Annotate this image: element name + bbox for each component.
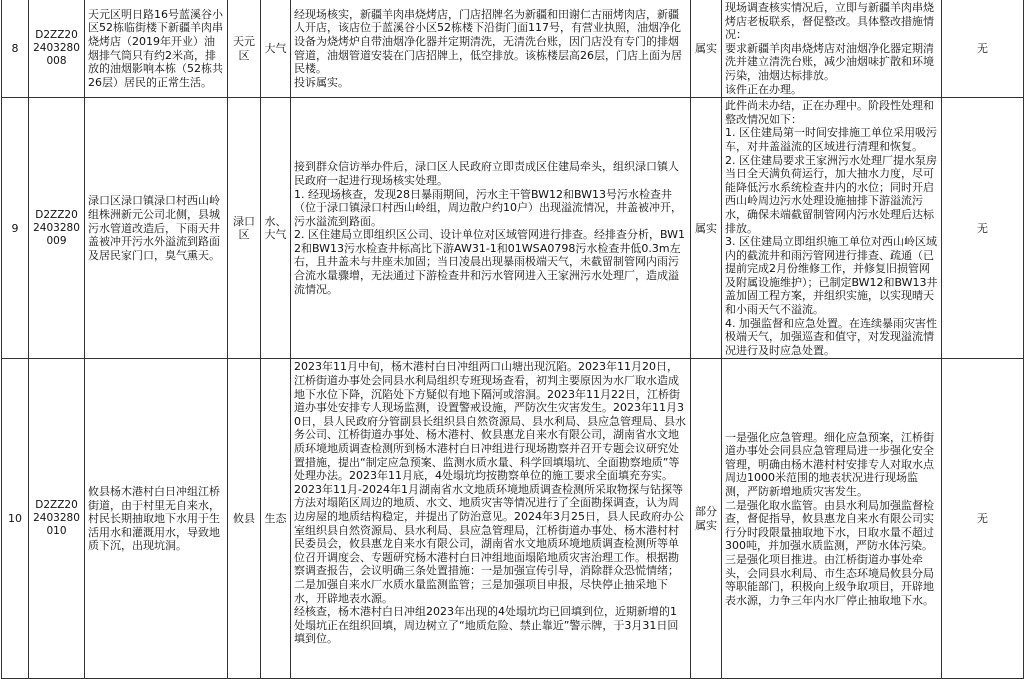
complaint-content: 天元区明日路16号蓝溪谷小区52栋临街楼下新疆羊肉串烧烤店（2019年开业）油烟排气筒只有约2米高，排放的油烟影响本栋（52栋共26层）居民的正常生活。 (85, 0, 228, 98)
investigation-result: 经现场核实，新疆羊肉串烧烤店，门店招牌名为新疆和田谢仁古丽烤肉店，新疆人开店，该店位于蓝溪谷小区52栋楼下沿街门面117号，有营业执照，油烟净化设备为烧烤炉自带油烟净化器并定期清洗，无清洗台账，因门店没有专门的排烟管道，油烟管道安装在门店招牌上，低空排放。该栋楼层高26层，门店上面为居民楼。 投诉属实。 (291, 0, 691, 98)
rectification-status: 现场调查核实情况后，立即与新疆羊肉串烧烤店老板联系，督促整改。具体整改措施情况： 要求新疆羊肉串烧烤店对油烟净化器定期清洗并建立清洗台账，减少油烟味扩散和环境污染，油烟达标排放。 该件正在办理。 (722, 0, 942, 98)
complaint-content: 渌口区渌口镇渌口村西山岭组株洲新元公司北侧，县城污水管道改造后，下雨天井盖被冲开污水外溢流到路面及居民家门口，臭气熏天。 (85, 98, 228, 359)
investigation-result: 接到群众信访举办件后，渌口区人民政府立即责成区住建局牵头，组织渌口镇人民政府一起进行现场核实处理。 1. 经现场核查，发现28日暴雨期间，污水主干管BW12和BW13号污水检查井（位于渌口镇渌口村西山岭组，周边散户约10户）出现溢流情况，井盖被冲开，污水溢流到路面。 2. 区住建局立即组织区公司、设计单位对区域管网进行排查。经排查分析，BW12和BW13污水检查井标高比下游AW31-1和01WSA0798污水检查井低0.3m左右，且井盖未与井座未加固；当日凌晨出现暴雨极端天气，未截留制管网内雨污合流水量骤增，无法通过下游检查井和污水管网进入王家洲污水处理厂，造成溢流情况。 (291, 98, 691, 359)
district: 渌口区 (228, 98, 261, 359)
case-code: D2ZZ202403280010 (29, 359, 85, 679)
verdict: 部分属实 (691, 359, 722, 679)
row-number: 10 (2, 359, 29, 679)
pollution-category: 水、大气 (261, 98, 291, 359)
district: 攸县 (228, 359, 261, 679)
verdict: 属实 (691, 98, 722, 359)
complaint-table (1, 0, 1024, 679)
complaint-content: 攸县杨木港村白日冲组江桥街道，由于村里无自来水，村民长期抽取地下水用于生活用水和灌溉用水，导致地质下沉，出现坑洞。 (85, 359, 228, 679)
accountability: 无 (942, 359, 1024, 679)
verdict: 属实 (691, 0, 722, 98)
district: 天元区 (228, 0, 261, 98)
rectification-status: 此件尚未办结，正在办理中。阶段性处理和整改情况如下： 1. 区住建局第一时间安排施工单位采用吸污车，对井盖溢流的区域进行清理和恢复。 2. 区住建局要求王家洲污水处理厂提水泵房当日全天满负荷运行，加大抽水力度，尽可能降低污水系统检查井内的水位；同时开启西山岭周边污水处理设施抽排下游溢流污水，确保未端截留制管网内污水处理后达标排放。 3. 区住建局立即组织施工单位对西山岭区域内的截流井和雨污管网进行排查、疏通（已提前完成2月份维修工作，并修复旧损管网及附属设施维护）；已制定BW12和BW13井盖加固工程方案，并组织实施，以实现晴天和小雨天气不溢流。 4. 加强监督和应急处置。在连续暴雨灾害性极端天气，加强巡查和值守，对发现溢流情况进行及时应急处置。 (722, 98, 942, 359)
row-number: 8 (2, 0, 29, 98)
pollution-category: 大气 (261, 0, 291, 98)
case-code: D2ZZ202403280008 (29, 0, 85, 98)
accountability: 无 (942, 0, 1024, 98)
accountability: 无 (942, 98, 1024, 359)
rectification-status: 一是强化应急管理。细化应急预案，江桥街道办事处会同县应急管理局进一步强化安全管理，明确由杨木港村村安排专人对取水点周边1000米范围的地表状况进行现场监测，严防新增地质灾害发生。 二是强化取水监管。由县水利局加强监督检查，督促指导，攸县惠龙自来水有限公司实行分时段限量抽取地下水，日取水量不超过300吨，并加强水质监测，严防水体污染。 三是强化项目推进。由江桥街道办事处牵头，会同县水利局、市生态环境局攸县分局等职能部门，积极向上级争取项目，开辟地表水源，力争三年内水厂停止抽取地下水。 (722, 359, 942, 679)
table-row (2, 0, 1024, 98)
case-code: D2ZZ202403280009 (29, 98, 85, 359)
table-row (2, 98, 1024, 359)
investigation-result: 2023年11月中旬，杨木港村白日冲组两口山塘出现沉陷。2023年11月20日，江桥街道办事处会同县水利局组织专班现场查看，初判主要原因为水厂取水造成地下水位下降，沉陷处下方疑似有地下隔河或溶洞。2023年11月22日，江桥街道办事处安排专人现场监测，设置警戒设施，严防次生灾害发生。2023年11月30日，县人民政府分管副县长组织县自然资源局、县水利局、县应急管理局、县水务公司、江桥街道办事处、杨木港村、攸县惠龙自来水有限公司，湖南省水文地质环境地质调查检测所到杨木港村白日冲组进行现场勘察并召开专题会议研究处置措施，提出“制定应急预案、监测水质水量、科学回填塌坑、全面勘察地质”等处理办法。2023年11月底，4处塌坑均按勘察单位的施工要求全面填充夯实。 2023年11月-2024年1月湖南省水文地质环境地质调查检测所采取物探与钻探等方法对塌陷区周边的地质、水文、地质灾害等情况进行了全面勘探调查，认为周边房屋的地质结构稳定，并提出了防治意见。2024年3月25日，县人民政府办公室组织县自然资源局、县水利局、县应急管理局，江桥街道办事处、杨木港村村民委员会，攸县惠龙自来水有限公司，湖南省水文地质环境地质调查检测所等单位召开调度会、专题研究杨木港村白日冲组地面塌陷地质灾害治理工作。根据勘察调查报告，会议明确三条处置措施：一是加强宣传引导，消除群众恐慌情绪；二是加强自来水厂水质水量监测监管；三是加强项目申报，尽快停止抽采地下水，开辟地表水源。 经核查，杨木港村白日冲组2023年出现的4处塌坑均已回填到位，近期新增的1处塌坑正在组织回填，周边树立了“地质危险、禁止靠近”警示牌，于3月31日回填到位。 (291, 359, 691, 679)
pollution-category: 生态 (261, 359, 291, 679)
table-row (2, 359, 1024, 679)
row-number: 9 (2, 98, 29, 359)
